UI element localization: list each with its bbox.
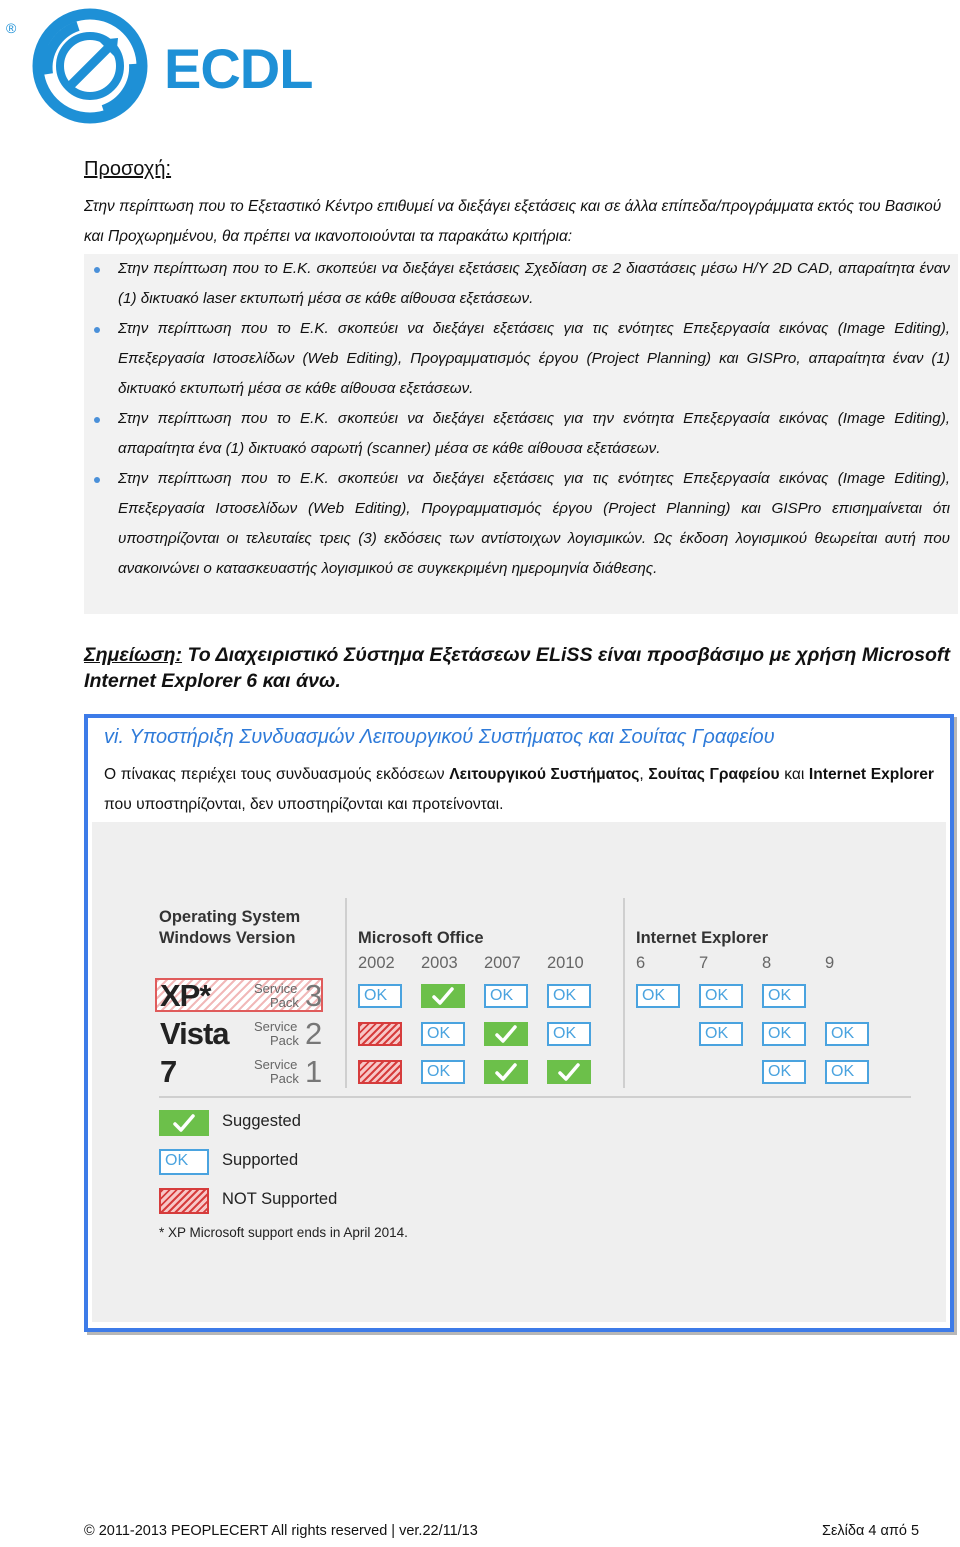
bullet-icon	[94, 417, 100, 423]
not-supported-cell	[358, 1022, 402, 1046]
service-pack-label: Pack	[270, 995, 299, 1010]
section-description	[104, 760, 934, 820]
ok-cell: OK	[636, 984, 680, 1008]
service-pack-label: Service	[254, 981, 298, 996]
service-pack-number: 2	[305, 1016, 323, 1051]
column-divider	[623, 898, 625, 1088]
check-icon	[484, 1060, 528, 1084]
os-version-name: Vista	[160, 1016, 229, 1051]
ok-cell: OK	[762, 1060, 806, 1084]
ie-version-label: 7	[699, 954, 709, 972]
attention-title: Προσοχή:	[84, 158, 172, 180]
footer-copyright: © 2011-2013 PEOPLECERT All rights reserved | ver.22/11/13	[84, 1523, 478, 1539]
service-pack-label: Pack	[270, 1071, 299, 1086]
ok-cell: OK	[825, 1022, 869, 1046]
check-icon	[421, 984, 465, 1008]
desc-bold-os: Λειτουργικού Συστήματος	[449, 766, 640, 783]
check-icon	[159, 1110, 209, 1136]
legend-divider	[159, 1096, 911, 1098]
bullet-icon	[94, 477, 100, 483]
criteria-text: Στην περίπτωση που το Ε.Κ. σκοπεύει να διεξάγει εξετάσεις για τις ενότητες Επεξεργασία εικόνας (Image Editing), Επεξεργασία Ιστοσελίδων (Web Editing), Προγραμματισμός έργου (Project Planning) και GISPro, απαραίτητα έναν (1) δικτυακό εκτυπωτή μέσα σε κάθε αίθουσα εξετάσεων.	[118, 320, 950, 397]
criteria-item	[84, 254, 950, 314]
ok-cell: OK	[762, 984, 806, 1008]
os-version-name: XP*	[160, 978, 211, 1013]
attention-intro: Στην περίπτωση που το Εξεταστικό Κέντρο επιθυμεί να διεξάγει εξετάσεις και σε άλλα επίπεδα/προγράμματα εκτός του Βασικού και Προχωρημένου, θα πρέπει να ικανοποιούνται τα παρακάτω κριτήρια:	[84, 198, 942, 245]
chart-footnote: * XP Microsoft support ends in April 2014.	[159, 1225, 408, 1240]
column-divider	[345, 898, 347, 1088]
os-header-line1: Operating System	[159, 908, 301, 926]
registered-mark: ®	[6, 20, 17, 36]
ok-cell: OK	[825, 1060, 869, 1084]
bullet-icon	[94, 327, 100, 333]
os-version-name: 7	[160, 1054, 177, 1089]
service-pack-label: Service	[254, 1057, 298, 1072]
service-pack-label: Service	[254, 1019, 298, 1034]
logo-text: ECDL	[164, 37, 313, 100]
legend-label: NOT Supported	[222, 1190, 338, 1208]
office-header: Microsoft Office	[358, 929, 484, 947]
ie-version-label: 8	[762, 954, 772, 972]
os-header-line2: Windows Version	[159, 929, 296, 947]
ie-version-label: 6	[636, 954, 646, 972]
criteria-list	[84, 254, 950, 584]
office-version-label: 2010	[547, 954, 584, 972]
ok-cell: OK	[421, 1022, 465, 1046]
check-icon	[484, 1022, 528, 1046]
criteria-item	[84, 314, 950, 404]
ok-cell: OK	[159, 1149, 209, 1175]
ok-cell: OK	[762, 1022, 806, 1046]
footer-page-number: Σελίδα 4 από 5	[822, 1523, 920, 1539]
ie-header: Internet Explorer	[636, 929, 769, 947]
desc-bold-office: Σουίτας Γραφείου	[648, 766, 780, 783]
office-version-label: 2002	[358, 954, 395, 972]
service-pack-number: 1	[305, 1054, 323, 1089]
ok-cell: OK	[421, 1060, 465, 1084]
desc-text: Ο πίνακας περιέχει τους συνδυασμούς εκδόσεων	[104, 766, 450, 783]
desc-bold-ie: Internet Explorer	[808, 766, 934, 783]
criteria-item	[84, 464, 950, 584]
ok-cell: OK	[699, 984, 743, 1008]
bullet-icon	[94, 267, 100, 273]
check-icon	[547, 1060, 591, 1084]
office-version-label: 2007	[484, 954, 521, 972]
ok-cell: OK	[358, 984, 402, 1008]
service-pack-label: Pack	[270, 1033, 299, 1048]
office-version-label: 2003	[421, 954, 458, 972]
criteria-text: Στην περίπτωση που το Ε.Κ. σκοπεύει να διεξάγει εξετάσεις για τις ενότητες Επεξεργασία εικόνας (Image Editing), Επεξεργασία Ιστοσελίδων (Web Editing), Προγραμματισμός έργου (Project Planning) και GISPro επισημαίνεται ότι υποστηρίζονται οι τελευταίες τρεις (3) εκδόσεις των αντίστοιχων λογισμικών. Ως έκδοση λογισμικού θεωρείται αυτή που ανακοινώνει ο κατασκευαστής λογισμικού σε συγκεκριμένη ημερομηνία διάθεσης.	[118, 470, 950, 577]
note-label: Σημείωση:	[84, 644, 183, 666]
desc-text: που υποστηρίζονται, δεν υποστηρίζονται και προτείνονται.	[104, 796, 504, 813]
ie-version-label: 9	[825, 954, 835, 972]
legend-label: Suggested	[222, 1112, 301, 1130]
criteria-item	[84, 404, 950, 464]
criteria-text: Στην περίπτωση που το Ε.Κ. σκοπεύει να διεξάγει εξετάσεις Σχεδίαση σε 2 διαστάσεις μέσω Η/Υ 2D CAD, απαραίτητα έναν (1) δικτυακό laser εκτυπωτή μέσα σε κάθε αίθουσα εξετάσεων.	[118, 260, 950, 307]
criteria-text: Στην περίπτωση που το Ε.Κ. σκοπεύει να διεξάγει εξετάσεις για την ενότητα Επεξεργασία εικόνας (Image Editing), απαραίτητα ένα (1) δικτυακό σαρωτή (scanner) μέσα σε κάθε αίθουσα εξετάσεων.	[118, 410, 950, 457]
note-text: Το Διαχειριστικό Σύστημα Εξετάσεων ELiSS είναι προσβάσιμο με χρήση Microsoft Internet Explorer 6 και άνω.	[84, 644, 950, 692]
desc-text: ,	[639, 766, 649, 783]
service-pack-number: 3	[305, 978, 323, 1013]
ok-cell: OK	[547, 984, 591, 1008]
ok-cell: OK	[699, 1022, 743, 1046]
ok-cell: OK	[484, 984, 528, 1008]
legend-label: Supported	[222, 1151, 299, 1169]
not-supported-cell	[159, 1188, 209, 1214]
desc-text: και	[779, 766, 809, 783]
section-title: vi. Υποστήριξη Συνδυασμών Λειτουργικού Συστήματος και Σουίτας Γραφείου	[104, 726, 775, 748]
ok-cell: OK	[547, 1022, 591, 1046]
note-paragraph	[84, 642, 950, 694]
not-supported-cell	[358, 1060, 402, 1084]
